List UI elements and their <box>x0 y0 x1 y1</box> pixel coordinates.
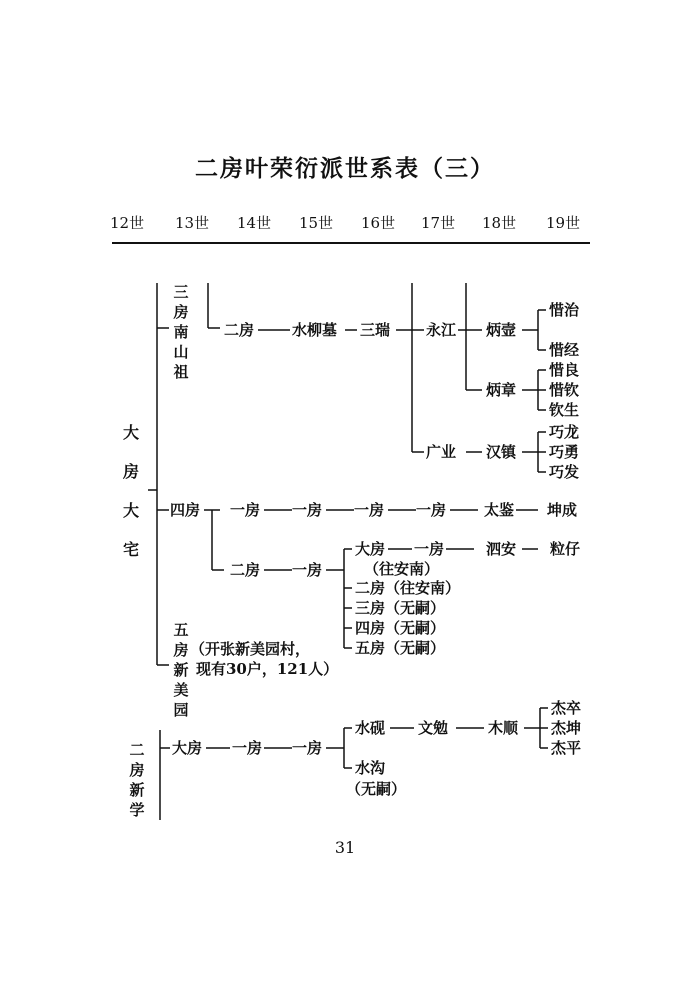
node-shui-yan: 水砚 <box>355 719 386 737</box>
node-er-fang-2: 二房 <box>230 561 261 579</box>
gen-header-12: 12世 <box>110 214 145 232</box>
node-yong-jiang: 永江 <box>426 321 457 339</box>
node-xi-zhi: 惜治 <box>549 301 580 319</box>
node-shui-liu-mu: 水柳墓 <box>292 321 338 339</box>
node-guang-ye: 广业 <box>426 443 457 461</box>
gen-header-15: 15世 <box>299 214 334 232</box>
branch-da-fang-da-zhai: 大房大宅 <box>122 423 139 559</box>
node-si-fang-wusi: 四房（无嗣） <box>355 619 446 637</box>
node-jie-kun: 杰坤 <box>551 719 582 737</box>
node-han-zhen: 汉镇 <box>486 443 517 461</box>
node-jie-ping: 杰平 <box>551 739 582 757</box>
gen-header-19: 19世 <box>546 214 581 232</box>
note-wu-fang-2: 现有30户，121人） <box>196 660 339 678</box>
node-bing-a: 炳壸 <box>486 321 517 339</box>
gen-header-14: 14世 <box>237 214 272 232</box>
node-jie-zu: 杰卒 <box>551 699 582 717</box>
node-mu-shun: 木顺 <box>488 719 519 737</box>
node-yi-fang-4: 一房 <box>416 501 447 519</box>
node-san-fang-wusi: 三房（无嗣） <box>355 599 446 617</box>
note-wu-fang-1: （开张新美园村， <box>190 640 311 658</box>
node-bing-zhang: 炳章 <box>486 381 517 399</box>
node-er-fang: 二房 <box>224 321 255 339</box>
node-qiao-fa: 巧发 <box>549 463 580 481</box>
node-qiao-yong: 巧勇 <box>549 443 580 461</box>
node-da-fang-2: 大房 <box>355 540 386 558</box>
gen-header-13: 13世 <box>175 214 210 232</box>
page-number: 31 <box>334 838 356 857</box>
node-si-fang: 四房 <box>170 501 201 519</box>
branch-wu-fang-xinmei: 五房新美园 <box>173 621 189 719</box>
node-xi-jing: 惜经 <box>549 341 580 359</box>
branch-san-fang-nanshan-zu: 三房南山祖 <box>173 283 189 381</box>
note-shui-gou-wusi: （无嗣） <box>346 780 407 798</box>
node-tai-jian: 太鉴 <box>484 501 515 519</box>
gen-header-18: 18世 <box>482 214 517 232</box>
gen-header-17: 17世 <box>421 214 456 232</box>
node-wu-fang-wusi: 五房（无嗣） <box>355 639 446 657</box>
node-yi-fang-3: 一房 <box>354 501 385 519</box>
node-yi-fang-7: 一房 <box>232 739 263 757</box>
node-li-zai: 粒仔 <box>550 540 581 558</box>
node-xi-liang: 惜良 <box>549 361 580 379</box>
node-san-rui: 三瑞 <box>360 321 391 339</box>
node-kun-cheng: 坤成 <box>547 501 578 519</box>
node-yi-fang-5: 一房 <box>292 561 323 579</box>
node-er-fang-annan: 二房（往安南） <box>355 579 461 597</box>
node-da-fang-3: 大房 <box>172 739 203 757</box>
page-title: 二房叶荣衍派世系表（三） <box>195 156 495 182</box>
node-qin-sheng: 钦生 <box>549 401 580 419</box>
node-yi-fang-6: 一房 <box>414 540 445 558</box>
node-xi-qin: 惜钦 <box>549 381 580 399</box>
node-wen-mian: 文勉 <box>418 719 449 737</box>
note-wang-annan: （往安南） <box>364 560 440 578</box>
branch-er-fang-xinxue: 二房新学 <box>129 741 145 819</box>
node-si-an: 泗安 <box>486 540 517 558</box>
gen-header-16: 16世 <box>361 214 396 232</box>
node-yi-fang-1: 一房 <box>230 501 261 519</box>
node-yi-fang-8: 一房 <box>292 739 323 757</box>
node-shui-gou: 水沟 <box>355 759 386 777</box>
node-yi-fang-2: 一房 <box>292 501 323 519</box>
node-qiao-long: 巧龙 <box>549 423 580 441</box>
